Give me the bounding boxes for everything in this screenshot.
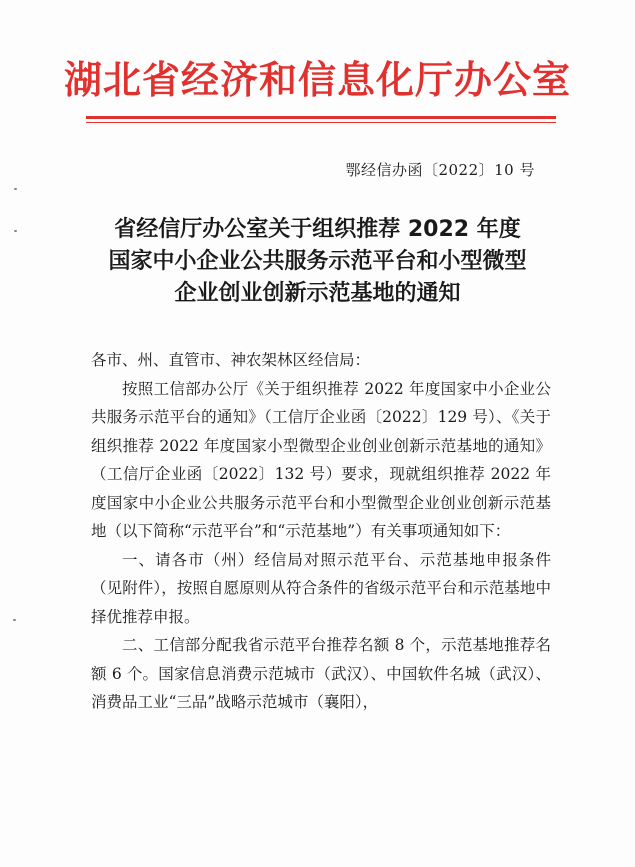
scan-speck: [14, 230, 17, 232]
title-line: 省经信厅办公室关于组织推荐 2022 年度: [114, 217, 521, 242]
letterhead-title: 湖北省经济和信息化厅办公室: [63, 58, 571, 102]
scan-speck: [14, 188, 17, 190]
title-line: 国家中小企业公共服务示范平台和小型微型: [108, 249, 527, 274]
title-line: 企业创业创新示范基地的通知: [174, 281, 461, 306]
body-paragraph: 二、工信部分配我省示范平台推荐名额 8 个，示范基地推荐名额 6 个。国家信息消费示范城市（武汉）、中国软件名城（武汉）、消费品工业“三品”战略示范城市（襄阳），: [91, 636, 551, 711]
document-body: [91, 346, 551, 717]
document-number: 鄂经信办函〔2022〕10 号: [345, 161, 535, 179]
document-title: [0, 214, 635, 310]
body-paragraph: 按照工信部办公厅《关于组织推荐 2022 年度国家中小企业公共服务示范平台的通知》（工信厅企业函〔2022〕129 号）、《关于组织推荐 2022 年度国家小型微型企业创业创新示范基地的通知》（工信厅企业函〔2022〕132 号）要求，现就组织推荐 2022 年度国家中小企业公共服务示范平台和小型微型企业创业创新示范基地（以下简称“示范平台”和“示范基地”）有关事项通知如下：: [91, 379, 551, 540]
body-paragraph: 一、请各市（州）经信局对照示范平台、示范基地申报条件（见附件），按照自愿原则从符合条件的省级示范平台和示范基地中择优推荐申报。: [91, 550, 551, 626]
salutation: 各市、州、直管市、神农架林区经信局：: [91, 351, 371, 369]
letterhead-rule-thick: [86, 116, 556, 119]
scan-speck: [13, 619, 16, 621]
letterhead-rule-thin: [86, 122, 556, 123]
